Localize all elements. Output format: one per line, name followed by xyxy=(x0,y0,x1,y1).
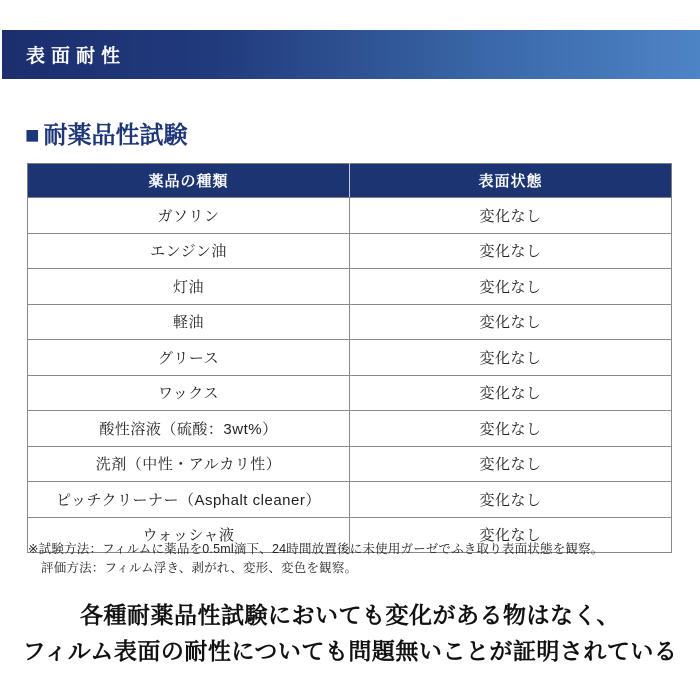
chemical-cell: 酸性溶液（硫酸：3wt%） xyxy=(28,411,350,447)
result-cell: 変化なし xyxy=(350,233,672,269)
result-cell: 変化なし xyxy=(350,375,672,411)
table-row xyxy=(28,269,672,305)
chemical-cell: 洗剤（中性・アルカリ性） xyxy=(28,446,350,482)
footnote xyxy=(28,540,604,578)
chemical-cell: グリース xyxy=(28,340,350,376)
result-cell: 変化なし xyxy=(350,304,672,340)
table-row xyxy=(28,304,672,340)
table-row xyxy=(28,482,672,518)
footnote-test-method: ※試験方法：フィルムに薬品を0.5ml滴下、24時間放置後に未使用ガーゼでふき取り表面状態を観察。 xyxy=(28,542,604,556)
result-cell: 変化なし xyxy=(350,411,672,447)
table-row xyxy=(28,375,672,411)
result-cell: 変化なし xyxy=(350,482,672,518)
result-cell: 変化なし xyxy=(350,269,672,305)
table-row xyxy=(28,446,672,482)
section-title: 耐薬品性試験 xyxy=(43,122,188,149)
chemical-cell: ウォッシャ液 xyxy=(28,517,350,553)
chemical-cell: ガソリン xyxy=(28,198,350,234)
table-header-row xyxy=(28,164,672,198)
table-row xyxy=(28,198,672,234)
chemical-cell: ピッチクリーナー（Asphalt cleaner） xyxy=(28,482,350,518)
result-cell: 変化なし xyxy=(350,198,672,234)
chemical-cell: ワックス xyxy=(28,375,350,411)
table-row xyxy=(28,233,672,269)
conclusion-line-2: フィルム表面の耐性についても問題無いことが証明されている xyxy=(22,637,678,664)
result-cell: 変化なし xyxy=(350,517,672,553)
table-row xyxy=(28,340,672,376)
column-header-surface-state: 表面状態 xyxy=(350,164,672,198)
result-cell: 変化なし xyxy=(350,340,672,376)
table-row xyxy=(28,411,672,447)
chemical-cell: エンジン油 xyxy=(28,233,350,269)
chemical-resistance-table xyxy=(27,163,672,553)
table-body xyxy=(28,198,672,553)
footnote-evaluation-method: 評価方法：フィルム浮き、剥がれ、変形、変色を観察。 xyxy=(41,560,358,575)
chemical-cell: 軽油 xyxy=(28,304,350,340)
conclusion-line-1: 各種耐薬品性試験においても変化がある物はなく、 xyxy=(79,602,621,628)
title-banner xyxy=(2,30,700,79)
section-heading xyxy=(25,122,188,151)
banner-title: 表面耐性 xyxy=(26,46,127,67)
section-marker-square-icon: ■ xyxy=(25,122,40,149)
result-cell: 変化なし xyxy=(350,446,672,482)
conclusion-text xyxy=(0,598,700,669)
table-header xyxy=(28,164,672,198)
column-header-chemical: 薬品の種類 xyxy=(28,164,350,198)
chemical-cell: 灯油 xyxy=(28,269,350,305)
